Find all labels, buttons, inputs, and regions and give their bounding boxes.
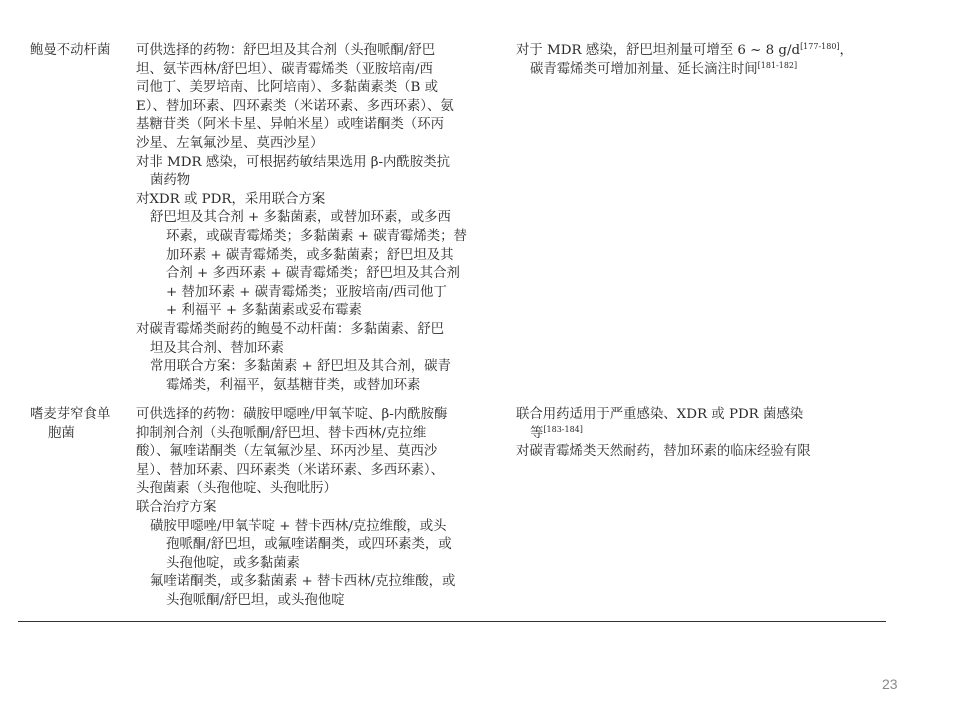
row-1-remarks: [516, 42, 888, 79]
text-line-content: 常用联合方案：多黏菌素 + 舒巴坦及其合剂，碳青: [150, 359, 451, 375]
text-line: [136, 209, 512, 228]
text-line: [136, 592, 512, 611]
text-line-content: 氟喹诺酮类，或多黏菌素 + 替卡西林/克拉维酸，或: [150, 574, 456, 590]
text-line: [136, 499, 512, 518]
text-line: [136, 284, 512, 303]
text-line: [136, 443, 512, 462]
text-line-content: 对碳青霉烯类耐药的鲍曼不动杆菌：多黏菌素、舒巴: [136, 321, 444, 337]
page-number: 23: [882, 676, 898, 692]
text-line: [136, 228, 512, 247]
text-line-content: 司他丁、美罗培南、比阿培南）、多黏菌素类（B 或: [136, 80, 438, 96]
text-line-content: 沙星、左氧氟沙星、莫西沙星）: [136, 135, 324, 151]
text-line: [136, 79, 512, 98]
text-line: [136, 154, 512, 173]
text-line-content: 对于 MDR 感染，舒巴坦剂量可增至 6 ~ 8 g/d: [516, 43, 801, 58]
text-line: [136, 61, 512, 80]
text-line: [516, 425, 888, 444]
text-line: [136, 462, 512, 481]
text-line: [516, 61, 888, 80]
text-line-content: 星）、替加环素、四环素类（米诺环素、多西环素）、: [136, 462, 444, 478]
text-line-content: E）、替加环素、四环素类（米诺环素、多西环素）、氨: [136, 98, 454, 114]
text-line-content: 对XDR 或 PDR，采用联合方案: [136, 191, 326, 207]
text-line: [136, 302, 512, 321]
text-line: [136, 406, 512, 425]
row-2-drug-options: [136, 406, 512, 611]
text-line-content: 环素，或碳青霉烯类；多黏菌素 + 碳青霉烯类；替: [166, 228, 467, 244]
text-line: [136, 116, 512, 135]
organism-name-line: 嗜麦芽窄食单: [30, 407, 111, 422]
text-line-content: 坦、氨苄西林/舒巴坦）、碳青霉烯类（亚胺培南/西: [136, 61, 433, 77]
text-line: [136, 573, 512, 592]
text-line-content: 碳青霉烯类可增加剂量、延长滴注时间: [530, 61, 758, 77]
text-line-content: + 利福平 + 多黏菌素或妥布霉素: [166, 303, 362, 319]
text-line-content: 菌药物: [150, 173, 191, 189]
table-bottom-rule: [18, 621, 886, 622]
text-line: [136, 247, 512, 266]
row-2-remarks: [516, 406, 888, 462]
text-line: [136, 425, 512, 444]
organism-name-line: 鲍曼不动杆菌: [30, 43, 111, 58]
text-line-content: 抑制剂合剂（头孢哌酮/舒巴坦、替卡西林/克拉维: [136, 425, 427, 441]
text-line: [136, 172, 512, 191]
text-line: [136, 480, 512, 499]
row-2-organism: [30, 406, 110, 443]
text-line-content: + 替加环素 + 碳青霉烯类；亚胺培南/西司他丁: [166, 284, 447, 300]
text-line: [136, 321, 512, 340]
text-line: [136, 536, 512, 555]
text-line-content: 孢哌酮/舒巴坦，或氟喹诺酮类，或四环素类，或: [166, 537, 452, 553]
text-line-content: 对非 MDR 感染，可根据药敏结果选用 β-内酰胺类抗: [136, 154, 450, 170]
text-line: [136, 340, 512, 359]
row-1-drug-options: [136, 42, 512, 395]
text-line: [136, 377, 512, 396]
text-line-content: 酸）、氟喹诺酮类（左氧氟沙星、环丙沙星、莫西沙: [136, 444, 438, 460]
text-line: [136, 98, 512, 117]
text-line-content: 联合用药适用于严重感染、XDR 或 PDR 菌感染: [516, 407, 804, 422]
trailing-punctuation: ，: [839, 43, 853, 58]
text-line-content: 头孢他啶，或多黏菌素: [166, 555, 300, 571]
text-line: [136, 358, 512, 377]
text-line: [516, 42, 888, 61]
citation-superscript: [183-184]: [543, 424, 583, 434]
text-line-content: 头孢菌素（头孢他啶、头孢吡肟）: [136, 481, 337, 497]
text-line: [516, 406, 888, 425]
text-line-content: 联合治疗方案: [136, 499, 217, 515]
text-line: [136, 518, 512, 537]
citation-superscript: [177-180]: [800, 42, 840, 51]
text-line-content: 对碳青霉烯类天然耐药，替加环素的临床经验有限: [516, 444, 811, 460]
text-line: [136, 265, 512, 284]
text-line-content: 头孢哌酮/舒巴坦，或头孢他啶: [166, 592, 345, 608]
row-1-organism: [30, 42, 110, 61]
text-line-content: 合剂 + 多西环素 + 碳青霉烯类；舒巴坦及其合剂: [166, 266, 460, 282]
text-line-content: 磺胺甲噁唑/甲氧苄啶 + 替卡西林/克拉维酸，或头: [150, 518, 447, 534]
text-line: [136, 555, 512, 574]
text-line-content: 舒巴坦及其合剂 + 多黏菌素，或替加环素，或多西: [150, 210, 451, 226]
organism-name-line: 胞菌: [48, 425, 75, 441]
text-line: [136, 191, 512, 210]
text-line-content: 加环素 + 碳青霉烯类，或多黏菌素；舒巴坦及其: [166, 247, 454, 263]
text-line-content: 可供选择的药物：磺胺甲噁唑/甲氧苄啶、β-内酰胺酶: [136, 407, 448, 422]
citation-superscript: [181-182]: [757, 60, 798, 70]
text-line: [136, 42, 512, 61]
text-line-content: 霉烯类，利福平，氨基糖苷类，或替加环素: [166, 377, 421, 393]
text-line-content: 可供选择的药物：舒巴坦及其合剂（头孢哌酮/舒巴: [136, 43, 436, 58]
text-line: [136, 135, 512, 154]
text-line-content: 等: [530, 425, 544, 441]
text-line-content: 基糖苷类（阿米卡星、异帕米星）或喹诺酮类（环丙: [136, 117, 444, 133]
text-line: [516, 443, 888, 462]
text-line-content: 坦及其合剂、替加环素: [150, 340, 284, 356]
